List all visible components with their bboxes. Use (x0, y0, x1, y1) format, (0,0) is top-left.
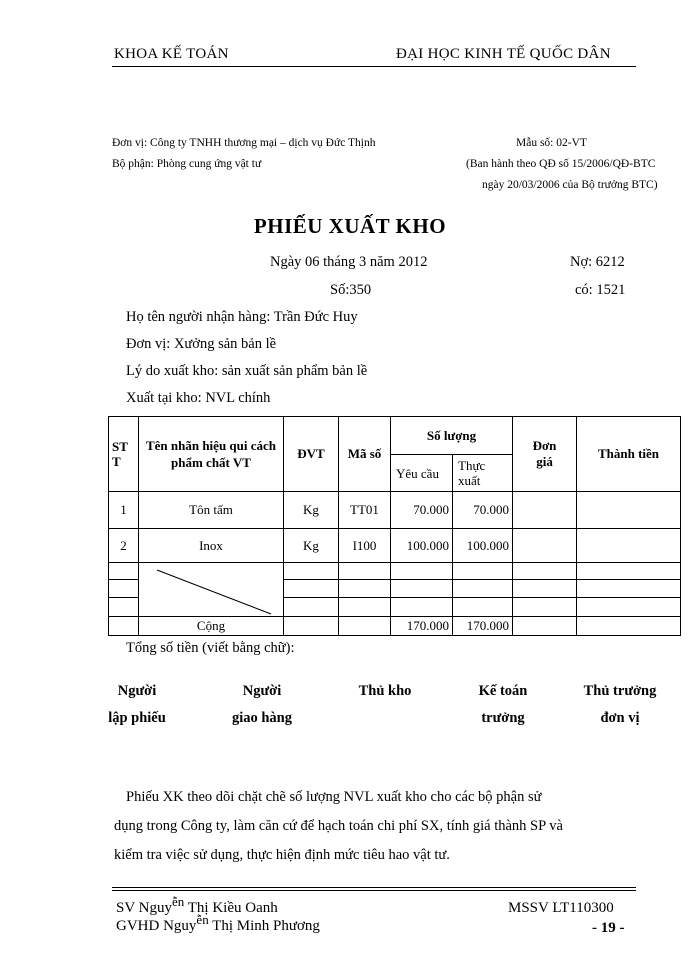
row-price (513, 529, 577, 563)
empty-row (109, 563, 681, 580)
form-unit: Đơn vị: Công ty TNHH thương mại – dịch vụ Đức Thịnh (112, 137, 376, 149)
header-item-name: Tên nhãn hiệu qui cách phẩm chất VT (139, 417, 284, 492)
signature-director: Thủ trưởng đơn vị (583, 683, 657, 726)
diagonal-strike (139, 564, 284, 616)
form-issued-by: (Ban hành theo QĐ số 15/2006/QĐ-BTC (466, 158, 656, 170)
row-requested: 70.000 (391, 492, 453, 529)
total-label: Cộng (139, 617, 284, 636)
header-right: ĐẠI HỌC KINH TẾ QUỐC DÂN (396, 46, 611, 62)
header-amount: Thành tiền (577, 417, 681, 492)
total-in-words: Tổng số tiền (viết bằng chữ): (126, 640, 295, 656)
paragraph-line-1: Phiếu XK theo dõi chặt chẽ số lượng NVL xuất kho cho các bộ phận sử (126, 789, 542, 805)
signature-deliverer: Người giao hàng (231, 683, 293, 726)
row-code: I100 (339, 529, 391, 563)
paragraph-line-3: kiểm tra việc sử dụng, thực hiện định mức tiêu hao vật tư. (114, 847, 450, 863)
row-stt: 2 (109, 529, 139, 563)
header-quantity: Số lượng (391, 417, 513, 455)
goods-table (108, 416, 681, 636)
row-unit: Kg (284, 529, 339, 563)
row-amount (577, 492, 681, 529)
row-amount (577, 529, 681, 563)
debit-account: Nợ: 6212 (570, 254, 625, 270)
form-number: Mẫu số: 02-VT (516, 137, 587, 149)
row-item-name: Inox (139, 529, 284, 563)
row-stt: 1 (109, 492, 139, 529)
header-left: KHOA KẾ TOÁN (114, 46, 229, 62)
row-unit: Kg (284, 492, 339, 529)
form-issued-date: ngày 20/03/2006 của Bộ trưởng BTC) (482, 179, 658, 191)
row-actual: 70.000 (453, 492, 513, 529)
credit-account: có: 1521 (575, 282, 626, 298)
page-number: - 19 - (592, 920, 625, 936)
advisor-name: GVHD Nguyễn Thị Minh Phương (116, 912, 320, 934)
header-divider (112, 66, 636, 67)
header-requested: Yêu cầu (391, 455, 453, 492)
table-row (109, 529, 681, 563)
footer-divider (112, 887, 636, 891)
signature-preparer: Người lập phiếu (108, 683, 166, 726)
warehouse-field: Xuất tại kho: NVL chính (126, 390, 271, 406)
student-id: MSSV LT110300 (508, 900, 614, 916)
reason-field: Lý do xuất kho: sản xuất sản phẩm bản lề (126, 363, 368, 379)
form-department: Bộ phận: Phòng cung ứng vật tư (112, 158, 262, 170)
date-line: Ngày 06 tháng 3 năm 2012 (270, 254, 428, 270)
number-line: Số:350 (330, 282, 372, 298)
header-unit-price: Đơn giá (513, 417, 577, 492)
document-title: PHIẾU XUẤT KHO (253, 214, 447, 238)
total-row (109, 617, 681, 636)
total-requested: 170.000 (391, 617, 453, 636)
unit-field: Đơn vị: Xưởng sản bản lề (126, 336, 277, 352)
header-actual: Thực xuất (453, 455, 513, 492)
header-unit: ĐVT (284, 417, 339, 492)
signature-storekeeper: Thủ kho (358, 683, 412, 699)
row-item-name: Tôn tấm (139, 492, 284, 529)
paragraph-line-2: dụng trong Công ty, làm căn cứ để hạch toán chi phí SX, tính giá thành SP và (114, 818, 563, 834)
row-actual: 100.000 (453, 529, 513, 563)
receiver-field: Họ tên người nhận hàng: Trần Đức Huy (126, 309, 358, 325)
signature-chief-accountant: Kế toán trưởng (478, 683, 528, 726)
row-code: TT01 (339, 492, 391, 529)
student-name: SV Nguyễn Thị Kiều Oanh (116, 894, 278, 916)
header-stt: ST T (109, 417, 139, 492)
table-row (109, 492, 681, 529)
total-actual: 170.000 (453, 617, 513, 636)
row-price (513, 492, 577, 529)
header-code: Mã số (339, 417, 391, 492)
strike-cell (139, 563, 284, 617)
row-requested: 100.000 (391, 529, 453, 563)
